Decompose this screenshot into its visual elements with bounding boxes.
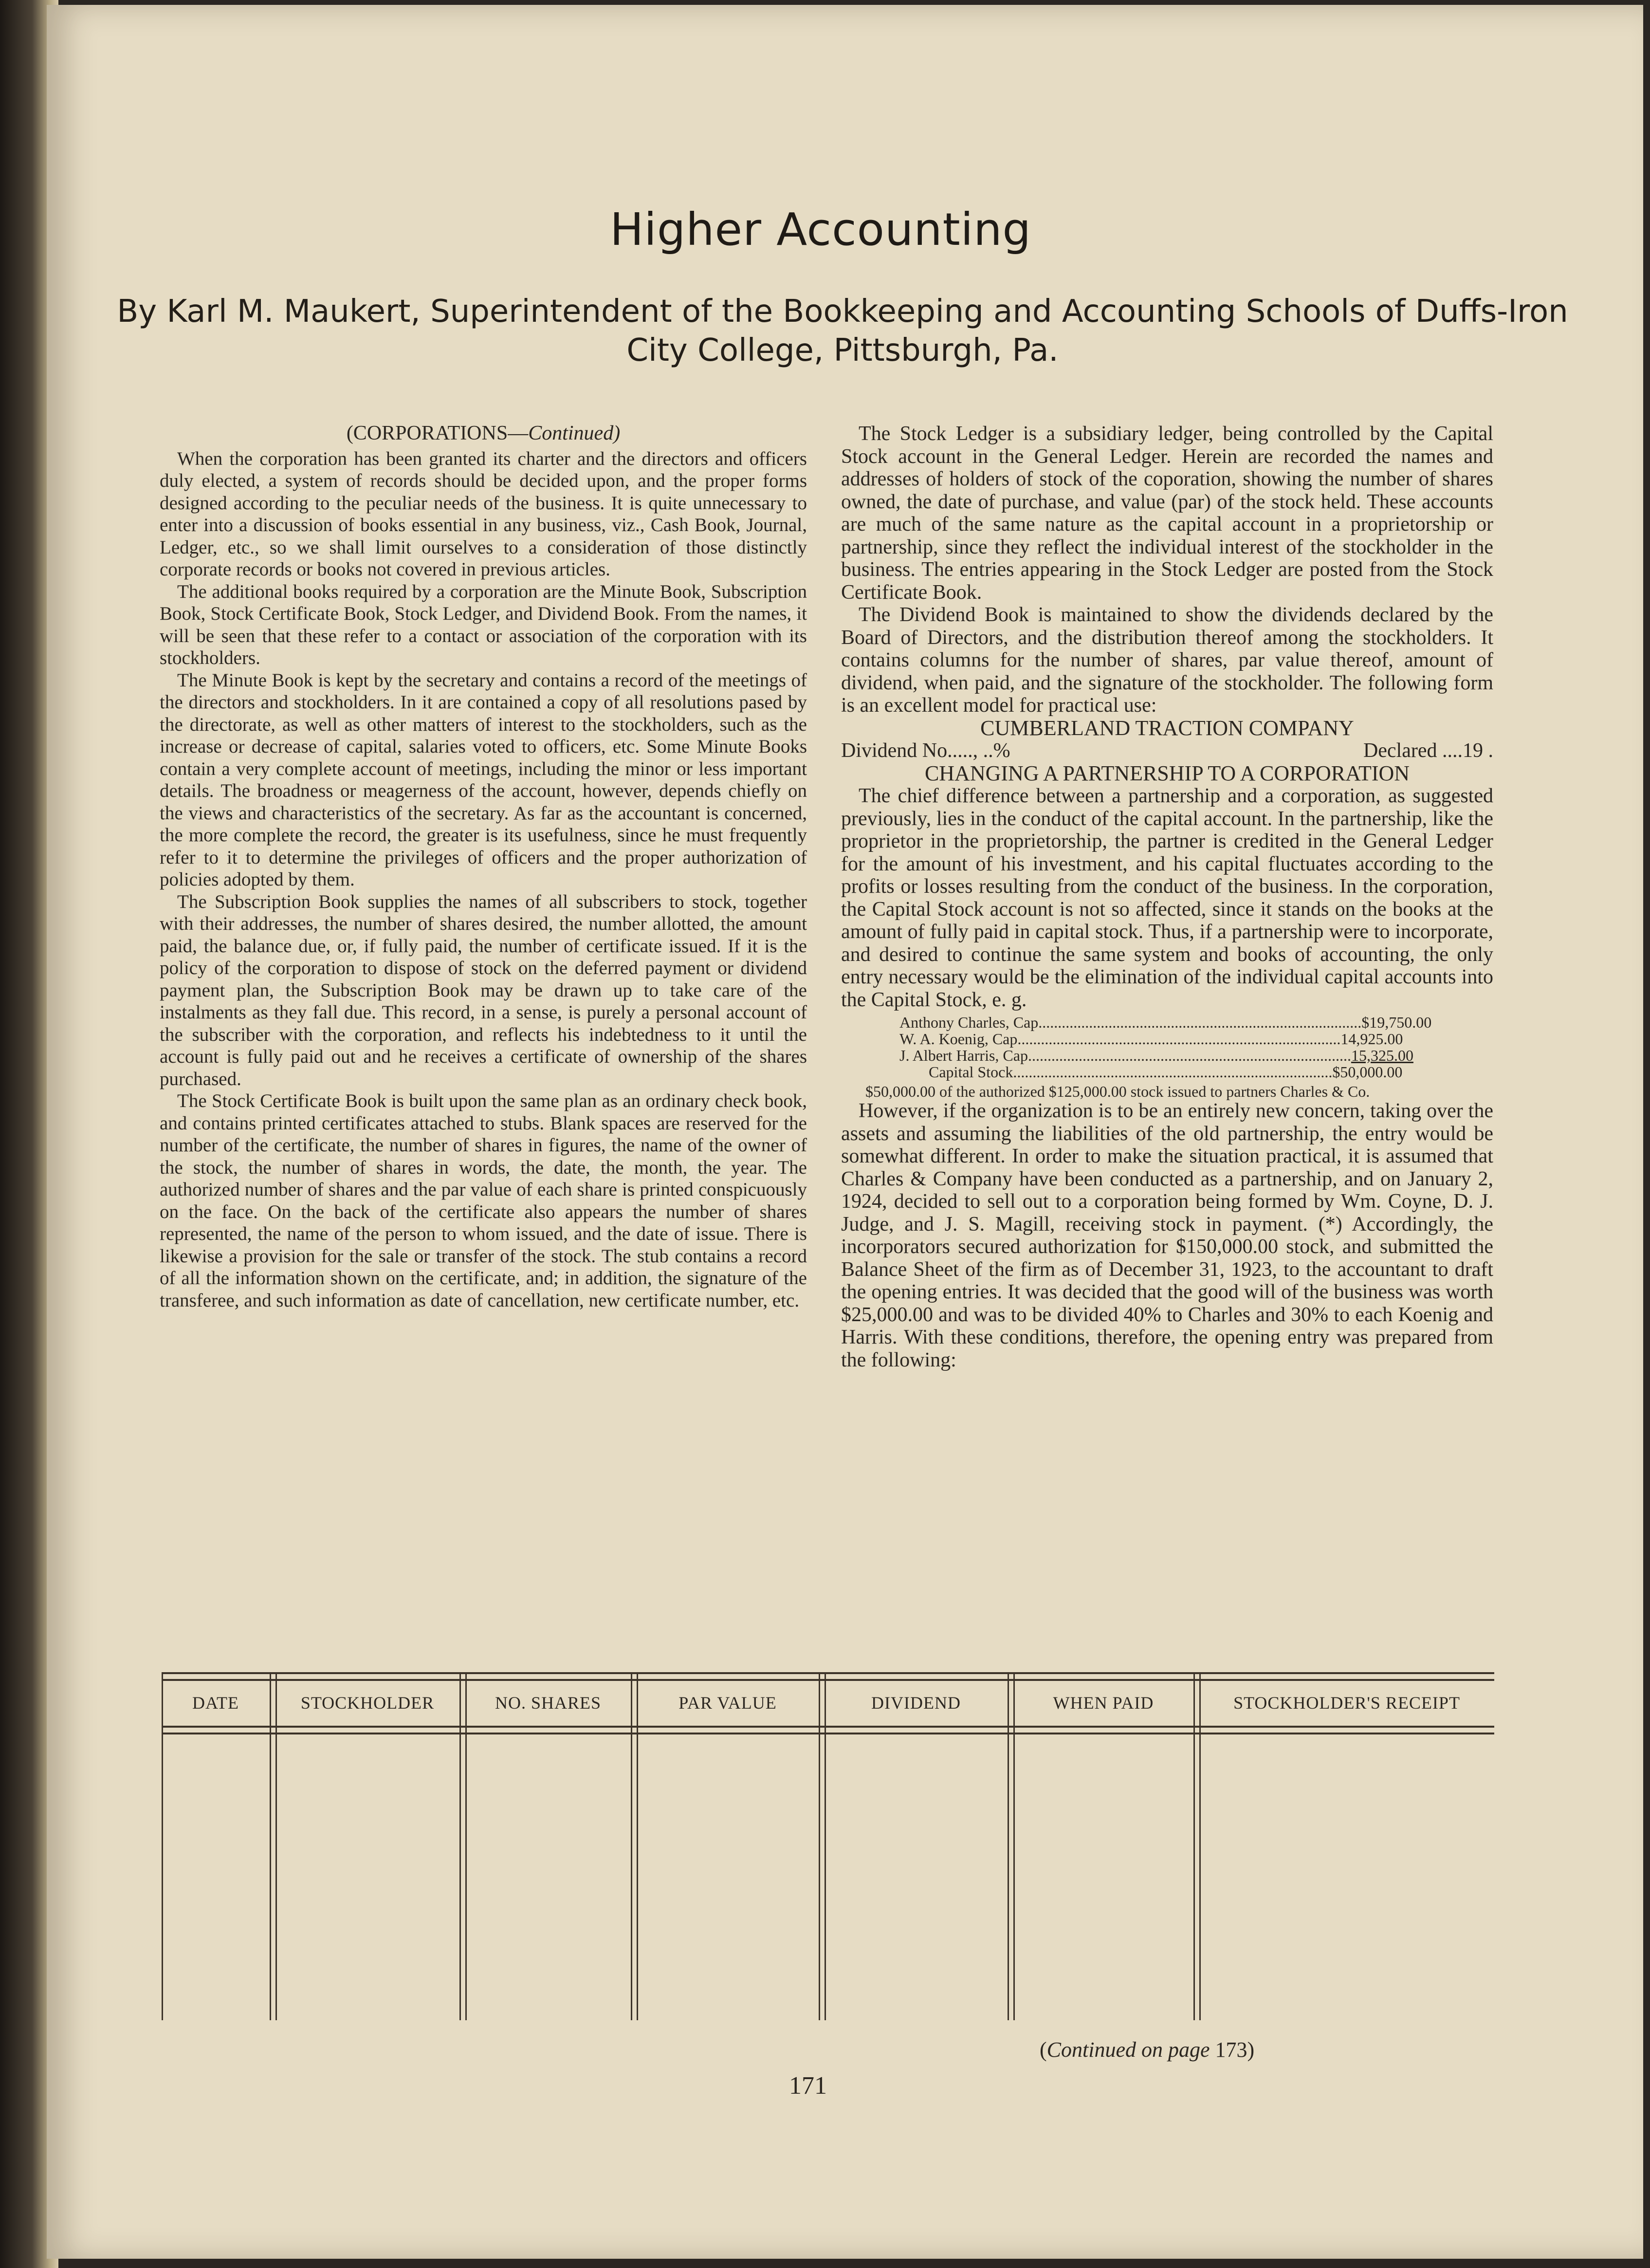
column-rule [1193,1672,1195,2020]
ledger-row [899,1030,1403,1048]
page-number: 171 [789,2072,827,2100]
ledger-account: J. Albert Harris, Cap. [899,1047,1032,1064]
column-rule [162,1672,163,2020]
column-rule [1008,1672,1009,2020]
rule-line [162,1726,1494,1728]
column-rule [1199,1672,1201,2020]
column-rule [270,1672,271,2020]
ledger-account: Capital Stock [929,1063,1013,1081]
form-header-par-value: PAR VALUE [678,1693,777,1713]
rule-line [162,1672,1494,1674]
ledger-row [899,1014,1432,1031]
column-rule [275,1672,277,2020]
ledger-account: Anthony Charles, Cap. [899,1014,1043,1031]
page [47,5,1643,2259]
form-header-dividend: DIVIDEND [871,1693,961,1713]
page-title: Higher Accounting [610,203,1031,256]
form-header-stockholder: STOCKHOLDER [300,1693,435,1713]
column-rule [631,1672,632,2020]
rule-line [162,1733,1494,1734]
ledger-amount: 14,925.00 [1340,1030,1403,1048]
ledger-account: W. A. Koenig, Cap. [899,1030,1022,1048]
ledger-note-amount: $50,000.00 [865,1083,935,1100]
left-column [160,423,807,1311]
leader-dots: .................................................................................. [1031,1047,1351,1064]
paragraph: The chief difference between a partnership and a corporation, as suggested previously, lies in the conduct of the capital account. In the partnership, like the proprietor in the proprietorship, the partner is credited in the General Ledger for the amount of his investment, and his capital fluctuates according to the profits or losses resulting from the conduct of the business. In the corporation, the Capital Stock account is not so affected, since it stands on the books at the amount of fully paid in capital stock. Thus, if a partnership were to incorporate, and desired to continue the same system and books of accounting, the only entry necessary would be the elimination of the individual capital accounts into the Capital Stock, e. g. [841,785,1493,1011]
form-header-when-paid: WHEN PAID [1053,1693,1154,1713]
form-header-receipt: STOCKHOLDER'S RECEIPT [1233,1693,1460,1713]
column-rule [465,1672,467,2020]
section-heading-continued: Continued) [528,422,621,444]
paragraph: The Subscription Book supplies the names of all subscribers to stock, together with their addresses, the number of shares desired, the number allotted, the amount paid, the balance due, or, if fully paid, the number of certificate issued. If it is the policy of the corporation to dispose of stock on the deferred payment or dividend payment plan, the Subscription Book may be drawn up to take care of the instalments as they fall due. This record, in a sense, is purely a personal account of the subscriber with the corporation, and reflects his indebtedness to it until the account is fully paid out and he receives a certificate of ownership of the shares purchased. [160,891,807,1089]
right-column [841,423,1493,1371]
column-rule [1013,1672,1015,2020]
ledger-entry [899,1014,1432,1081]
ledger-row [899,1063,1403,1081]
ledger-amount: $50,000.00 [1332,1063,1403,1081]
rule-line [162,1679,1494,1681]
byline: By Karl M. Maukert, Superintendent of the Bookkeeping and Accounting Schools of Duffs-Iron City College, Pittsburgh, Pa. [117,294,1568,369]
column-rule [825,1672,826,2020]
subsection-heading: CHANGING A PARTNERSHIP TO A CORPORATION [924,761,1410,785]
form-header-shares: NO. SHARES [495,1693,602,1713]
section-heading-main: (CORPORATIONS— [346,422,529,444]
company-heading: CUMBERLAND TRACTION COMPANY [980,716,1354,740]
continued-text: Continued on page [1046,2038,1210,2062]
leader-dots: .................................................................................. [1021,1030,1341,1048]
ledger-note-text: of the authorized $125,000.00 stock issued to partners Charles & Co. [939,1083,1370,1100]
paragraph: When the corporation has been granted its charter and the directors and officers duly elected, a system of records should be decided upon, and the proper forms designed according to the peculiar needs of the business. It is quite unnecessary to enter into a discussion of books essential in any business, viz., Cash Book, Journal, Ledger, etc., so we shall limit ourselves to a consideration of those distinctly corporate records or books not covered in previous articles. [160,448,807,580]
ledger-amount: $19,750.00 [1361,1014,1432,1031]
column-rule [637,1672,638,2020]
ledger-row [899,1047,1413,1064]
dividend-number: Dividend No....., ..% [841,739,1010,762]
column-rule [819,1672,820,2020]
leader-dots: .................................................................................. [1013,1063,1333,1081]
leader-dots: .................................................................................. [1042,1014,1362,1031]
paragraph: However, if the organization is to be an entirely new concern, taking over the assets and assuming the liabilities of the old partnership, the entry would be somewhat different. In order to make the situation practical, it is assumed that Charles & Company have been conducted as a partnership, and on January 2, 1924, decided to sell out to a corporation being formed by Wm. Coyne, D. J. Judge, and J. S. Magill, receiving stock in payment. (*) Accordingly, the incorporators secured authorization for $150,000.00 stock, and submitted the Balance Sheet of the firm as of December 31, 1923, to the accountant to draft the opening entries. It was decided that the good will of the business was worth $25,000.00 and was to be divided 40% to Charles and 30% to each Koenig and Harris. With these conditions, therefore, the opening entry was prepared from the following: [841,1100,1493,1371]
paragraph: The Minute Book is kept by the secretary and contains a record of the meetings of the directors and stockholders. In it are contained a copy of all resolutions pased by the directorate, as well as other matters of interest to the stockholders, such as the increase or decrease of capital, salaries voted to officers, etc. Some Minute Books contain a very complete account of meetings, including the minor or less important details. The broadness or meagerness of the account, however, depends chiefly on the views and characteristics of the secretary. As far as the accountant is concerned, the more complete the record, the greater is its usefulness, since he must frequently refer to it to determine the privileges of officers and the proper authorization of policies adopted by them. [160,669,807,890]
paragraph: The Stock Ledger is a subsidiary ledger, being controlled by the Capital Stock account in the General Ledger. Herein are recorded the names and addresses of holders of stock of the coporation, showing the number of shares owned, the date of purchase, and value (par) of the stock held. These accounts are much of the same nature as the capital account in a proprietorship or partnership, since they reflect the individual interest of the stockholder in the business. The entries appearing in the Stock Ledger are posted from the Stock Certificate Book. [841,423,1493,604]
dividend-declared: Declared ....19 . [1363,739,1493,762]
ledger-amount: 15,325.00 [1351,1047,1413,1064]
paragraph: The Stock Certificate Book is built upon the same plan as an ordinary check book, and contains printed certificates attached to stubs. Blank spaces are reserved for the number of the certificate, the number of shares in figures, the name of the owner of the stock, the number of shares in words, the date, the month, the year. The authorized number of shares and the par value of each share is printed conspicuously on the face. On the back of the certificate also appears the number of shares represented, the name of the person to whom issued, and the date of issue. There is likewise a provision for the sale or transfer of the stock. The stub contains a record of all the information shown on the certificate, and; in addition, the signature of the transferee, and such information as date of cancellation, new certificate number, etc. [160,1090,807,1311]
dividend-book-form [162,1672,1494,2020]
section-heading [160,423,807,445]
column-rule [459,1672,461,2020]
form-header-date: DATE [192,1693,239,1713]
ledger-note [841,1083,1493,1100]
continued-note: (Continued on page 173) [1040,2038,1255,2062]
dividend-line [841,739,1493,762]
continued-page: 173 [1215,2038,1247,2062]
paragraph: The additional books required by a corporation are the Minute Book, Subscription Book, Stock Certificate Book, Stock Ledger, and Dividend Book. From the names, it will be seen that these refer to a contact or association of the corporation with its stockholders. [160,581,807,668]
paragraph: The Dividend Book is maintained to show the dividends declared by the Board of Directors, and the distribution thereof among the stockholders. It contains columns for the number of shares, par value thereof, amount of dividend, when paid, and the signature of the stockholder. The following form is an excellent model for practical use: [841,604,1493,717]
